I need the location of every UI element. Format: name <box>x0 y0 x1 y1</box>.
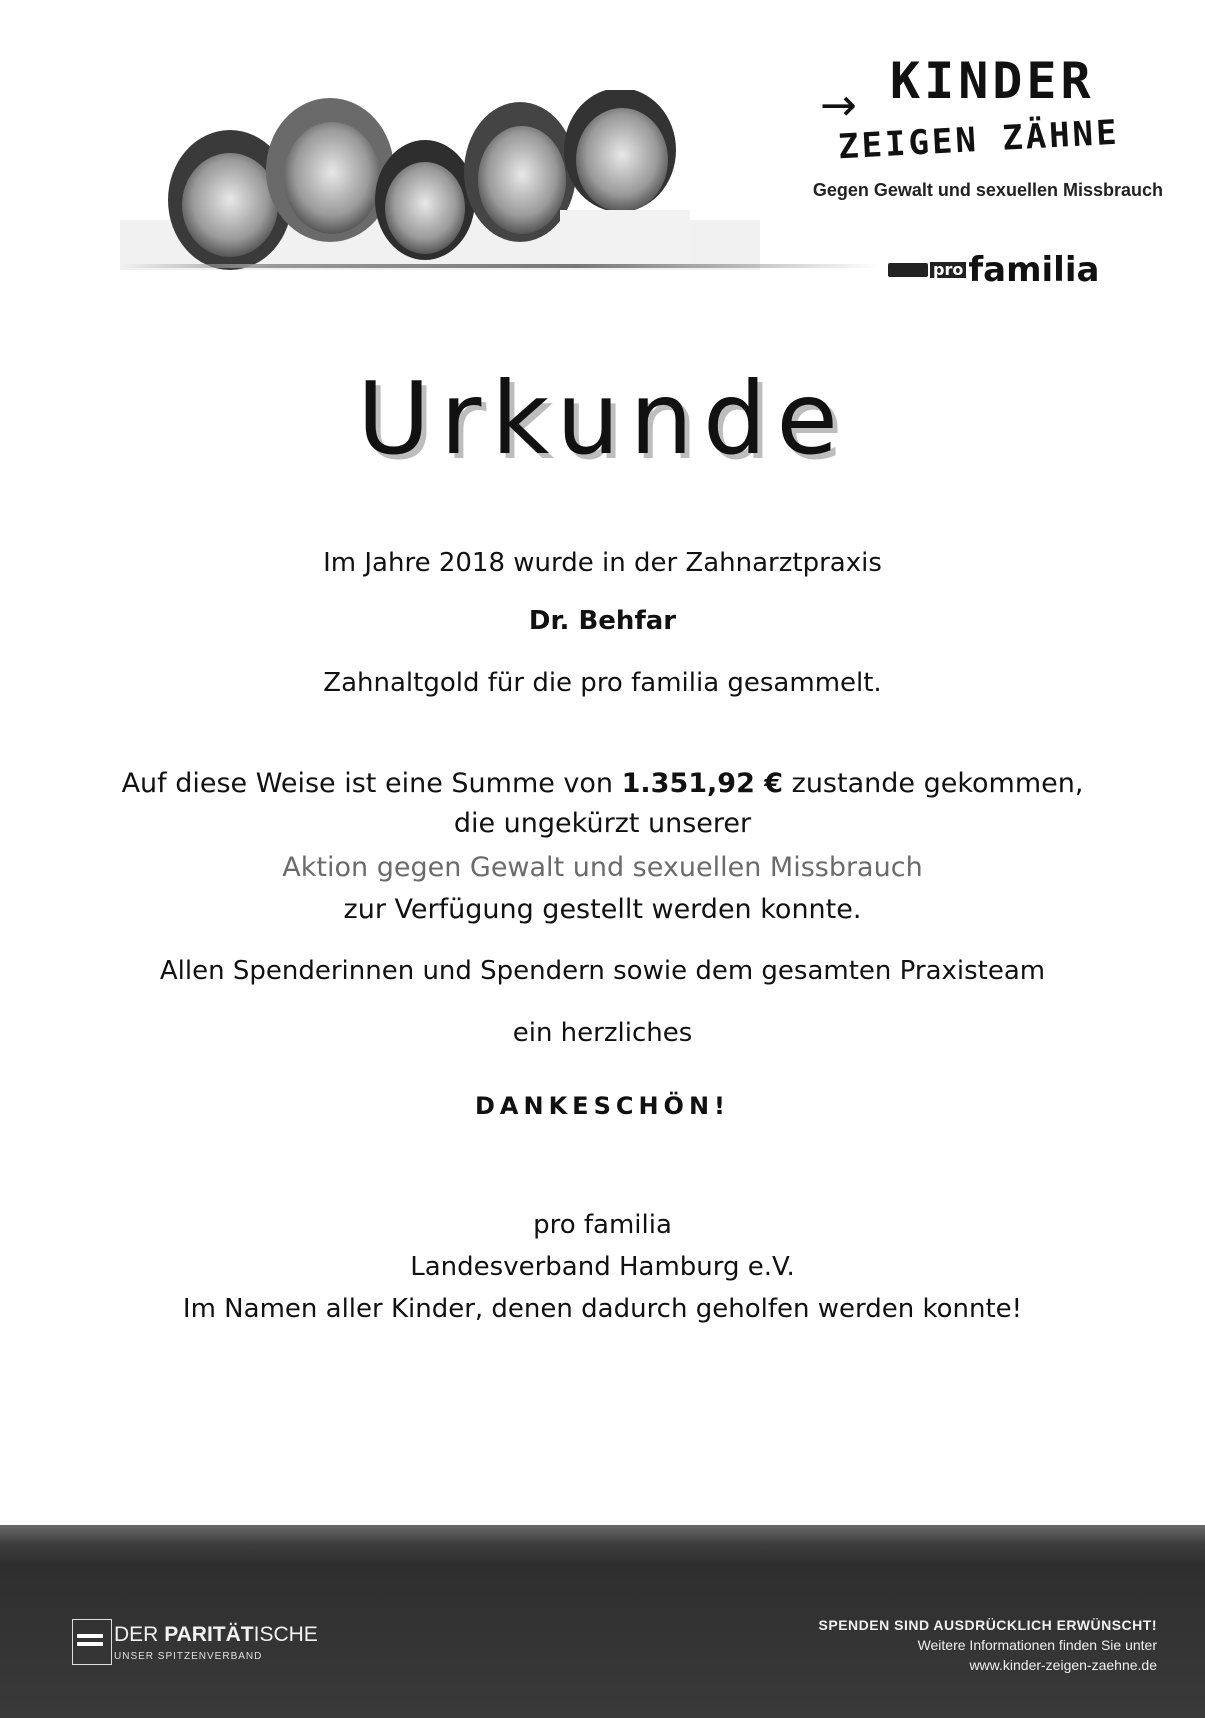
paritaet-box-icon <box>72 1619 112 1665</box>
provision-line: zur Verfügung gestellt werden konnte. <box>343 894 862 925</box>
donation-info <box>819 1617 1157 1673</box>
signature-branch: Landesverband Hamburg e.V. <box>410 1252 795 1282</box>
photo-underline <box>120 264 880 268</box>
paritaet-name-part2: ISCHE <box>253 1623 318 1646</box>
paritaetische-logo <box>72 1619 332 1669</box>
amount-prefix: Auf diese Weise ist eine Summe von <box>121 768 622 799</box>
thanks-heading: DANKESCHÖN! <box>475 1092 730 1120</box>
logo-line-2: ZEIGEN ZÄHNE <box>837 112 1121 168</box>
arrow-icon: → <box>820 80 857 131</box>
donation-amount: 1.351,92 € <box>621 768 784 799</box>
amount-suffix: zustande gekommen, <box>783 768 1084 799</box>
collection-line: Zahnaltgold für die pro familia gesammelt. <box>323 668 882 698</box>
paritaet-name <box>114 1623 318 1647</box>
paritaet-subtitle: UNSER SPITZENVERBAND <box>114 1651 263 1662</box>
logo-line-1: KINDER <box>890 52 1095 110</box>
footer-band <box>0 1525 1205 1718</box>
intro-line: Im Jahre 2018 wurde in der Zahnarztpraxis <box>323 548 882 578</box>
children-photo <box>120 90 760 270</box>
logo-bar-icon <box>888 263 928 277</box>
thanks-recipients: Allen Spenderinnen und Spendern sowie dem gesamten Praxisteam <box>159 956 1046 986</box>
donation-url[interactable]: www.kinder-zeigen-zaehne.de <box>969 1657 1157 1673</box>
donation-info-text: Weitere Informationen finden Sie unter <box>917 1637 1157 1653</box>
campaign-name: Aktion gegen Gewalt und sexuellen Missbrauch <box>282 852 923 883</box>
paritaet-name-part1: DER <box>114 1623 165 1646</box>
signature-org: pro familia <box>533 1210 672 1240</box>
donation-heading: SPENDEN SIND AUSDRÜCKLICH ERWÜNSCHT! <box>818 1617 1157 1633</box>
practice-name: Dr. Behfar <box>528 606 677 636</box>
equals-icon <box>77 1634 103 1638</box>
paritaet-name-bold: PARITÄT <box>164 1623 254 1646</box>
purpose-line: die ungekürzt unserer <box>453 808 752 839</box>
certificate-title: Urkunde <box>357 360 848 477</box>
logo-familia: familia <box>968 250 1100 290</box>
logo-pro: pro <box>930 262 966 278</box>
thanks-lead: ein herzliches <box>512 1018 693 1048</box>
pro-familia-logo <box>888 250 1099 290</box>
footer-top-edge <box>0 1525 1205 1545</box>
amount-line <box>0 768 1205 799</box>
kinder-zeigen-zaehne-logo <box>820 52 1170 182</box>
signature-note: Im Namen aller Kinder, denen dadurch geholfen werden konnte! <box>182 1294 1023 1324</box>
tagline: Gegen Gewalt und sexuellen Missbrauch <box>812 180 1163 200</box>
